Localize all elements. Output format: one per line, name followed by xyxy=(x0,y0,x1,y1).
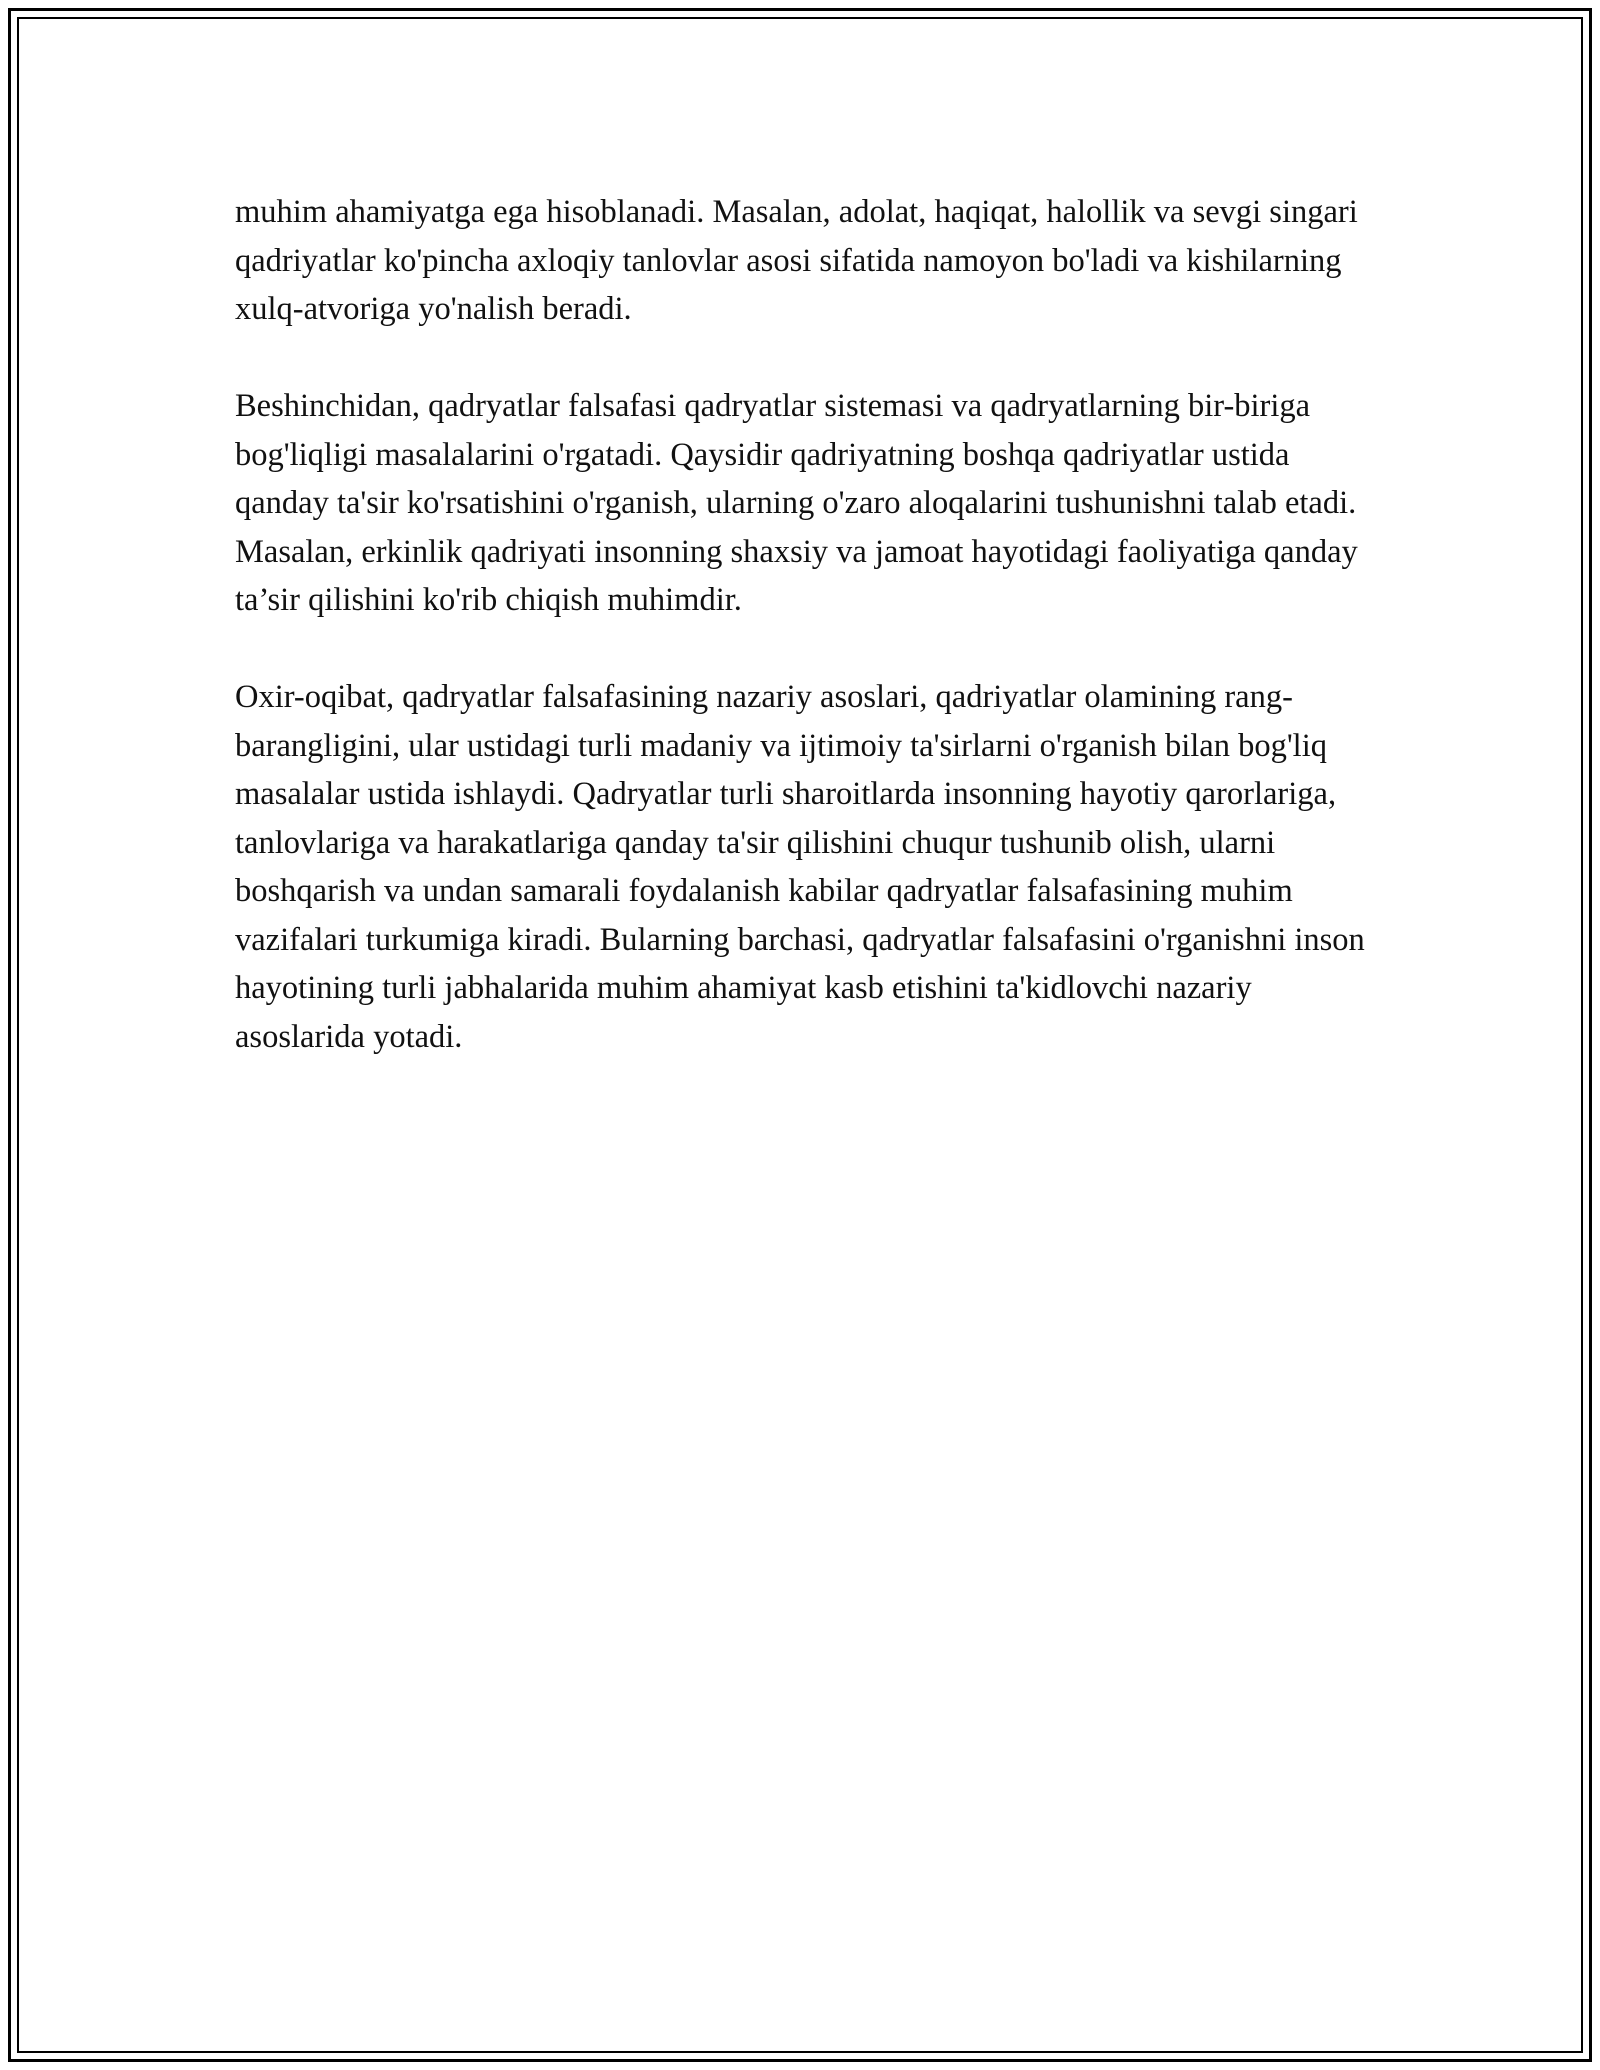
paragraph-1: muhim ahamiyatga ega hisoblanadi. Masalan, adolat, haqiqat, halollik va sevgi singari qadriyatlar ko'pincha axloqiy tanlovlar asosi sifatida namoyon bo'ladi va kishilarning xulq-atvoriga yo'nalish beradi. xyxy=(235,194,1358,327)
paragraph-2: Beshinchidan, qadryatlar falsafasi qadryatlar sistemasi va qadryatlarning bir-biriga bog'liqligi masalalarini o'rgatadi. Qaysidir qadriyatning boshqa qadriyatlar ustida qanday ta'sir ko'rsatishini o'rganish, ularning o'zaro aloqalarini tushunishni talab etadi. Masalan, erkinlik qadriyati insonning shaxsiy va jamoat hayotidagi faoliyatiga qanday ta’sir qilishini ko'rib chiqish muhimdir. xyxy=(235,388,1358,618)
paragraph-3: Oxir-oqibat, qadryatlar falsafasining nazariy asoslari, qadriyatlar olamining rang-barangligini, ular ustidagi turli madaniy va ijtimoiy ta'sirlarni o'rganish bilan bog'liq masalalar ustida ishlaydi. Qadryatlar turli sharoitlarda insonning hayotiy qarorlariga, tanlovlariga va harakatlariga qanday ta'sir qilishini chuqur tushunib olish, ularni boshqarish va undan samarali foydalanish kabilar qadryatlar falsafasining muhim vazifalari turkumiga kiradi. Bularning barchasi, qadryatlar falsafasini o'rganishni inson hayotining turli jabhalarida muhim ahamiyat kasb etishini ta'kidlovchi nazariy asoslarida yotadi. xyxy=(235,679,1365,1055)
document-body xyxy=(235,188,1385,1110)
